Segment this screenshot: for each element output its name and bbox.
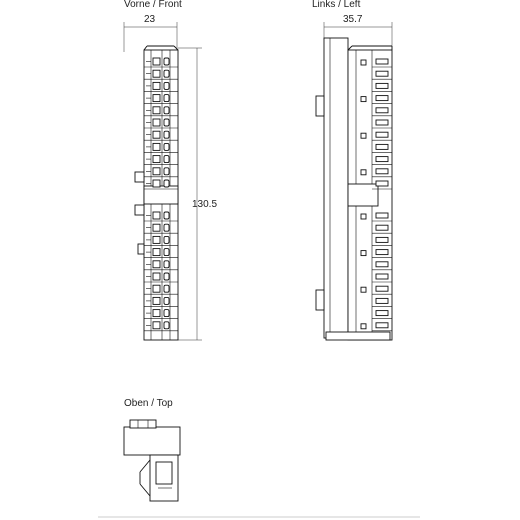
front-terminal-slot [153,119,160,126]
front-terminal-screw [164,261,169,268]
left-width-dimension: 35.7 [343,14,363,25]
front-terminal-slot [153,236,160,243]
front-terminal-screw [164,168,169,175]
left-backplate [324,38,348,338]
left-terminal-notch [361,251,366,256]
left-top-chamfer [348,46,352,50]
front-terminal-slot [153,58,160,65]
top-view [124,420,180,501]
left-terminal-clamp [376,213,388,218]
left-terminal-clamp [376,108,388,113]
front-terminal-slot [153,82,160,89]
left-terminal-notch [361,214,366,219]
front-latch-lower [135,205,144,215]
front-terminal-slot [153,285,160,292]
front-terminal-screw [164,119,169,126]
front-terminal-slot [153,156,160,163]
front-terminal-slot [153,322,160,329]
front-width-dimension: 23 [144,14,156,25]
top-body [124,427,180,455]
left-terminal-clamp [376,311,388,316]
left-terminal-notch [361,287,366,292]
left-view [316,22,392,340]
front-terminal-screw [164,82,169,89]
front-terminal-screw [164,180,169,187]
left-clip-lower [316,290,324,310]
front-view [124,22,202,340]
front-terminal-screw [164,310,169,317]
front-terminal-slot [153,261,160,268]
front-terminal-slot [153,310,160,317]
front-terminal-screw [164,95,169,102]
left-terminal-clamp [376,274,388,279]
front-terminal-slot [153,273,160,280]
left-terminal-clamp [376,132,388,137]
left-terminal-clamp [376,144,388,149]
left-terminal-clamp [376,225,388,230]
top-clamp-edge-c [140,484,150,496]
left-terminal-clamp [376,120,388,125]
left-terminal-clamp [376,157,388,162]
front-terminal-slot [153,249,160,256]
left-terminal-clamp [376,83,388,88]
left-terminal-clamp [376,181,388,186]
top-tab [130,420,156,428]
front-top-chamfer-right [174,46,178,50]
left-terminal-clamp [376,169,388,174]
front-terminal-slot [153,168,160,175]
left-terminal-clamp [376,262,388,267]
left-view-title: Links / Left [312,0,361,10]
front-latch-upper [135,172,144,182]
left-terminal-notch [361,170,366,175]
left-terminal-notch [361,324,366,329]
front-terminal-screw [164,131,169,138]
front-terminal-slot [153,131,160,138]
left-terminal-clamp [376,286,388,291]
left-bottom-base [326,332,390,340]
front-terminal-slot [153,143,160,150]
left-terminal-clamp [376,298,388,303]
front-terminal-slot [153,297,160,304]
left-terminal-clamp [376,237,388,242]
front-terminal-screw [164,70,169,77]
front-height-dimension: 130.5 [192,199,218,210]
top-view-title: Oben / Top [124,398,173,409]
left-terminal-clamp [376,59,388,64]
front-view-title: Vorne / Front [124,0,182,10]
front-terminal-screw [164,143,169,150]
front-terminal-slot [153,107,160,114]
top-clamp-edge-a [140,460,150,472]
front-terminal-slot [153,212,160,219]
front-terminal-slot [153,224,160,231]
left-terminal-clamp [376,71,388,76]
top-terminal-opening [156,462,172,484]
front-terminal-slot [153,70,160,77]
front-terminal-slot [153,180,160,187]
front-terminal-screw [164,322,169,329]
front-terminal-screw [164,156,169,163]
front-terminal-screw [164,58,169,65]
left-clip-upper [316,96,324,116]
left-terminal-notch [361,133,366,138]
front-terminal-screw [164,273,169,280]
front-terminal-screw [164,236,169,243]
left-terminal-clamp [376,250,388,255]
left-terminal-notch [361,60,366,65]
front-latch-side [138,244,144,254]
left-terminal-clamp [376,323,388,328]
front-terminal-screw [164,224,169,231]
left-terminal-notch [361,97,366,102]
front-top-chamfer-left [144,46,147,50]
front-terminal-screw [164,297,169,304]
front-terminal-screw [164,107,169,114]
left-terminal-clamp [376,96,388,101]
front-terminal-screw [164,212,169,219]
front-terminal-screw [164,249,169,256]
front-terminal-screw [164,285,169,292]
left-center-joint [348,184,378,206]
front-terminal-slot [153,95,160,102]
